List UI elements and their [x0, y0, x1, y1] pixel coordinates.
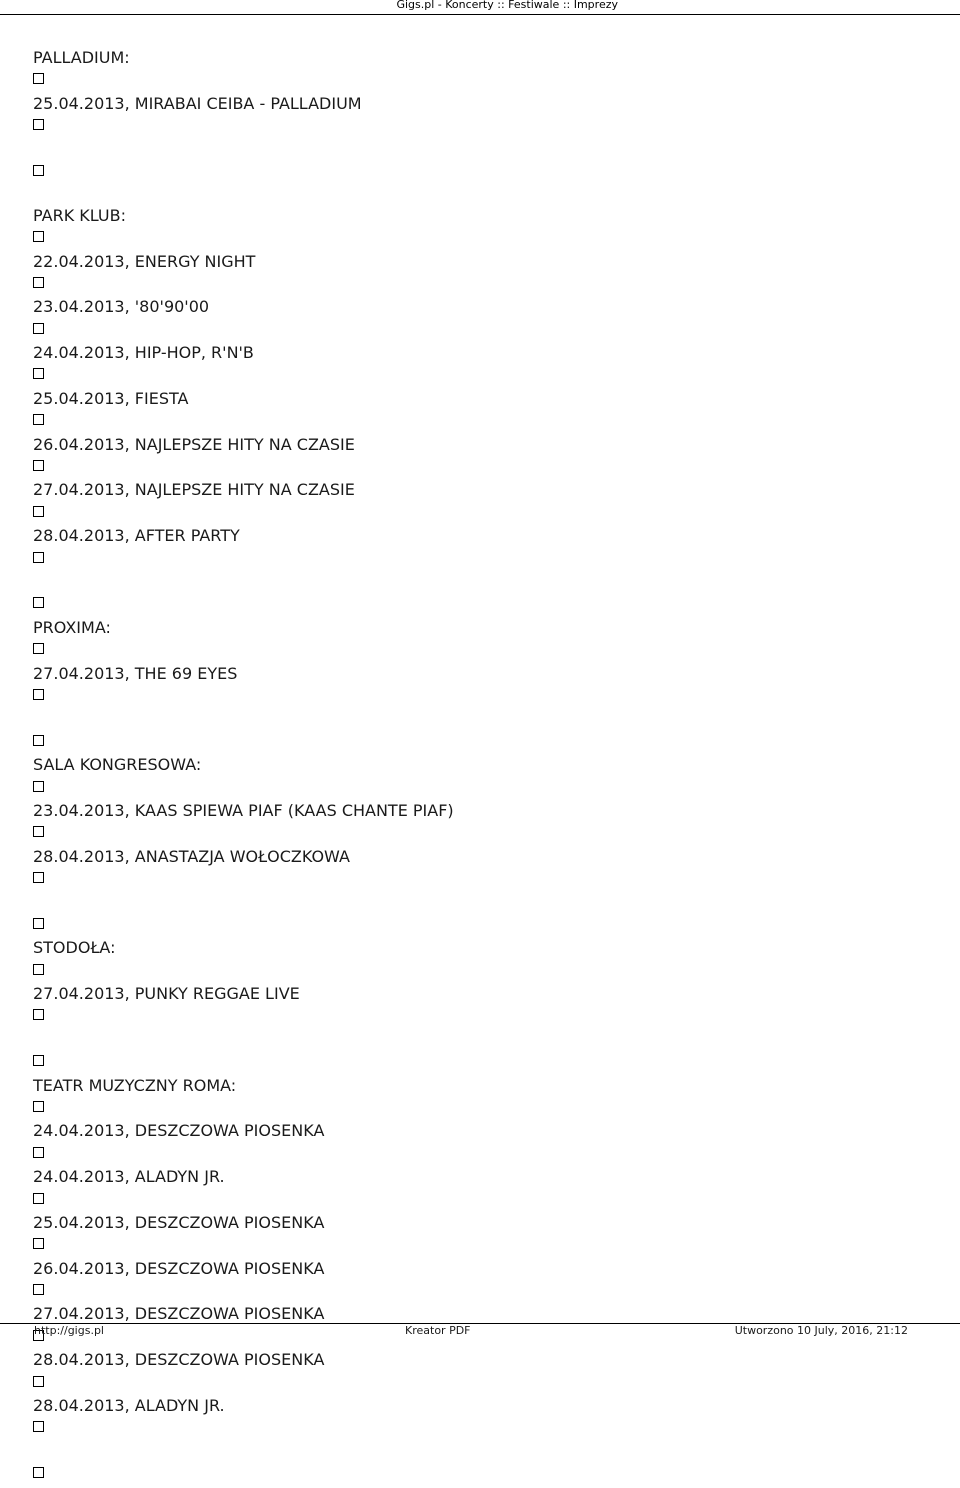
checkbox-row: [33, 597, 933, 617]
checkbox-row: [33, 1193, 933, 1213]
page-footer: [0, 1323, 960, 1339]
checkbox-row: [33, 781, 933, 801]
checkbox-row: [33, 826, 933, 846]
empty-square-icon: [33, 119, 44, 130]
empty-square-icon: [33, 73, 44, 84]
empty-square-icon: [33, 1421, 44, 1432]
checkbox-row: [33, 918, 933, 938]
checkbox-row: [33, 1421, 933, 1441]
empty-square-icon: [33, 689, 44, 700]
checkbox-row: [33, 552, 933, 572]
empty-square-icon: [33, 781, 44, 792]
list-item: 27.04.2013, PUNKY REGGAE LIVE: [33, 984, 300, 1004]
list-item: 26.04.2013, DESZCZOWA PIOSENKA: [33, 1258, 325, 1278]
checkbox-row: [33, 643, 933, 663]
list-item: 22.04.2013, ENERGY NIGHT: [33, 251, 256, 271]
list-item: TEATR MUZYCZNY ROMA:: [33, 1075, 237, 1095]
list-item: 27.04.2013, NAJLEPSZE HITY NA CZASIE: [33, 480, 355, 500]
list-item: 23.04.2013, KAAS SPIEWA PIAF (KAAS CHANTE PIAF): [33, 800, 454, 820]
checkbox-row: [33, 1009, 933, 1029]
page-header: [0, 0, 960, 15]
checkbox-row: [33, 1284, 933, 1304]
checkbox-row: [33, 323, 933, 343]
list-item: 25.04.2013, DESZCZOWA PIOSENKA: [33, 1212, 325, 1232]
checkbox-row: [33, 460, 933, 480]
footer-creator: Kreator PDF: [405, 1324, 471, 1337]
checkbox-row: [33, 414, 933, 434]
spacer-row: [33, 185, 933, 205]
empty-square-icon: [33, 1376, 44, 1387]
checkbox-row: [33, 872, 933, 892]
list-item: 24.04.2013, ALADYN JR.: [33, 1167, 225, 1187]
list-item: STODOŁA:: [33, 938, 116, 958]
event-list: [33, 48, 933, 1488]
list-item: PARK KLUB:: [33, 205, 126, 225]
spacer-row: [33, 572, 933, 592]
empty-square-icon: [33, 506, 44, 517]
list-item: PROXIMA:: [33, 617, 111, 637]
list-item: 25.04.2013, FIESTA: [33, 388, 189, 408]
empty-square-icon: [33, 964, 44, 975]
checkbox-row: [33, 119, 933, 139]
header-title: Gigs.pl - Koncerty :: Festiwale :: Imprezy: [396, 0, 618, 11]
empty-square-icon: [33, 826, 44, 837]
list-item: 27.04.2013, THE 69 EYES: [33, 663, 238, 683]
checkbox-row: [33, 277, 933, 297]
checkbox-row: [33, 1101, 933, 1121]
checkbox-row: [33, 1238, 933, 1258]
spacer-row: [33, 1030, 933, 1050]
checkbox-row: [33, 368, 933, 388]
checkbox-row: [33, 1376, 933, 1396]
list-item: 23.04.2013, '80'90'00: [33, 297, 210, 317]
list-item: 24.04.2013, HIP-HOP, R'N'B: [33, 343, 254, 363]
checkbox-row: [33, 165, 933, 185]
list-item: 25.04.2013, MIRABAI CEIBA - PALLADIUM: [33, 93, 362, 113]
checkbox-row: [33, 231, 933, 251]
empty-square-icon: [33, 165, 44, 176]
empty-square-icon: [33, 1467, 44, 1478]
empty-square-icon: [33, 735, 44, 746]
list-item: 27.04.2013, DESZCZOWA PIOSENKA: [33, 1304, 325, 1324]
checkbox-row: [33, 735, 933, 755]
list-item: PALLADIUM:: [33, 48, 130, 67]
list-item: 28.04.2013, ANASTAZJA WOŁOCZKOWA: [33, 846, 350, 866]
list-item: SALA KONGRESOWA:: [33, 755, 202, 775]
spacer-row: [33, 709, 933, 729]
spacer-row: [33, 140, 933, 160]
checkbox-row: [33, 1147, 933, 1167]
empty-square-icon: [33, 1147, 44, 1158]
checkbox-row: [33, 73, 933, 93]
empty-square-icon: [33, 597, 44, 608]
spacer-row: [33, 892, 933, 912]
empty-square-icon: [33, 1101, 44, 1112]
empty-square-icon: [33, 872, 44, 883]
empty-square-icon: [33, 552, 44, 563]
checkbox-row: [33, 1467, 933, 1487]
list-item: 28.04.2013, DESZCZOWA PIOSENKA: [33, 1350, 325, 1370]
empty-square-icon: [33, 1284, 44, 1295]
list-item: 24.04.2013, DESZCZOWA PIOSENKA: [33, 1121, 325, 1141]
empty-square-icon: [33, 643, 44, 654]
empty-square-icon: [33, 1193, 44, 1204]
empty-square-icon: [33, 368, 44, 379]
empty-square-icon: [33, 1238, 44, 1249]
footer-created: Utworzono 10 July, 2016, 21:12: [734, 1324, 908, 1337]
list-item: 28.04.2013, ALADYN JR.: [33, 1396, 225, 1416]
empty-square-icon: [33, 414, 44, 425]
checkbox-row: [33, 506, 933, 526]
empty-square-icon: [33, 1055, 44, 1066]
checkbox-row: [33, 689, 933, 709]
empty-square-icon: [33, 1009, 44, 1020]
empty-square-icon: [33, 323, 44, 334]
footer-url[interactable]: http://gigs.pl: [34, 1324, 104, 1337]
checkbox-row: [33, 964, 933, 984]
spacer-row: [33, 1442, 933, 1462]
empty-square-icon: [33, 277, 44, 288]
empty-square-icon: [33, 460, 44, 471]
list-item: 26.04.2013, NAJLEPSZE HITY NA CZASIE: [33, 434, 355, 454]
checkbox-row: [33, 1055, 933, 1075]
empty-square-icon: [33, 231, 44, 242]
list-item: 28.04.2013, AFTER PARTY: [33, 526, 240, 546]
empty-square-icon: [33, 918, 44, 929]
